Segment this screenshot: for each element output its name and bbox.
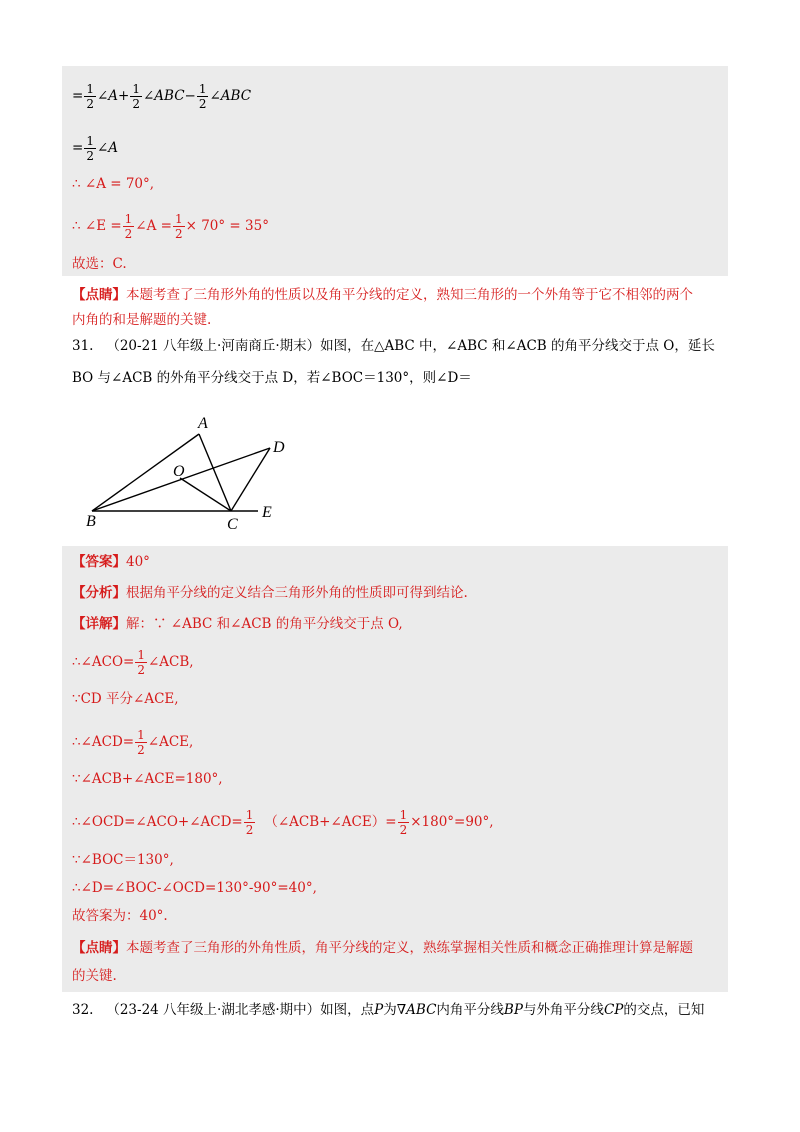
- step-line-4: ∴ ∠E = $\frac{1}{2}$ ∠A = $\frac{1}{2}$ × 70° = 35°: [72, 212, 269, 241]
- segment-AC: [199, 434, 231, 511]
- fraction: $\frac{1}{2}$: [137, 728, 145, 757]
- fraction: $\frac{1}{2}$: [86, 134, 94, 163]
- triangle-figure: [80, 408, 300, 538]
- comment-line-2: 内角的和是解题的关键.: [72, 312, 212, 328]
- question-31-line-1: 31. （20-21 八年级上·河南商丘·期末）如图，在△ABC 中，∠ABC 和∠ACB 的角平分线交于点 O，延长: [72, 338, 715, 354]
- fraction: $\frac{1}{2}$: [86, 82, 94, 111]
- label-D: D: [273, 439, 285, 456]
- step-line-1: = $\frac{1}{2}$ ∠A+ $\frac{1}{2}$ ∠ABC− $\frac{1}{2}$ ∠ABC: [72, 82, 252, 111]
- label-A: A: [198, 415, 208, 432]
- segment-CD: [231, 448, 270, 511]
- step-5: ∴∠OCD=∠ACO+∠ACD= $\frac{1}{2}$ （∠ACB+∠ACE）= $\frac{1}{2}$ ×180°=90°,: [72, 808, 494, 837]
- fraction: $\frac{1}{2}$: [124, 212, 133, 241]
- fraction: $\frac{1}{2}$: [132, 82, 140, 111]
- comment-line-1: 【点睛】本题考查了三角形外角的性质以及角平分线的定义，熟知三角形的一个外角等于它不相邻的两个: [72, 287, 693, 303]
- step-line-2: = $\frac{1}{2}$ ∠A: [72, 134, 119, 163]
- fraction: $\frac{1}{2}$: [399, 808, 408, 837]
- answer-line: 【答案】40°: [72, 554, 150, 570]
- choice-line: 故选：C.: [72, 256, 127, 272]
- fraction: $\frac{1}{2}$: [245, 808, 254, 837]
- detail-line: 【详解】解：∵ ∠ABC 和∠ACB 的角平分线交于点 O,: [72, 616, 403, 632]
- step-6: ∵∠BOC＝130°,: [72, 852, 174, 868]
- step-line-3: ∴ ∠A = 70°,: [72, 176, 155, 192]
- question-31-line-2: BO 与∠ACB 的外角平分线交于点 D，若∠BOC＝130°，则∠D＝: [72, 370, 472, 386]
- label-B: B: [86, 513, 96, 530]
- comment-31-line-1: 【点睛】本题考查了三角形的外角性质，角平分线的定义，熟练掌握相关性质和概念正确推理计算是解题: [72, 940, 693, 956]
- fraction: $\frac{1}{2}$: [137, 648, 145, 677]
- question-32-line-1: 32. （23-24 八年级上·湖北孝感·期中）如图，点P为∇ABC内角平分线BP与外角平分线CP的交点，已知: [72, 1002, 705, 1018]
- fraction: $\frac{1}{2}$: [174, 212, 183, 241]
- step-2: ∵CD 平分∠ACE,: [72, 691, 179, 707]
- comment-31-line-2: 的关键.: [72, 968, 117, 984]
- label-E: E: [262, 504, 272, 521]
- step-7: ∴∠D=∠BOC-∠OCD=130°-90°=40°,: [72, 880, 317, 896]
- label-C: C: [227, 516, 238, 533]
- segment-OC: [180, 478, 231, 511]
- step-8: 故答案为：40°.: [72, 908, 168, 924]
- step-4: ∵∠ACB+∠ACE=180°,: [72, 771, 223, 787]
- label-O: O: [173, 463, 185, 480]
- step-1: ∴∠ACO= $\frac{1}{2}$ ∠ACB,: [72, 648, 194, 677]
- step-3: ∴∠ACD= $\frac{1}{2}$ ∠ACE,: [72, 728, 194, 757]
- analysis-line: 【分析】根据角平分线的定义结合三角形外角的性质即可得到结论.: [72, 585, 468, 601]
- fraction: $\frac{1}{2}$: [198, 82, 207, 111]
